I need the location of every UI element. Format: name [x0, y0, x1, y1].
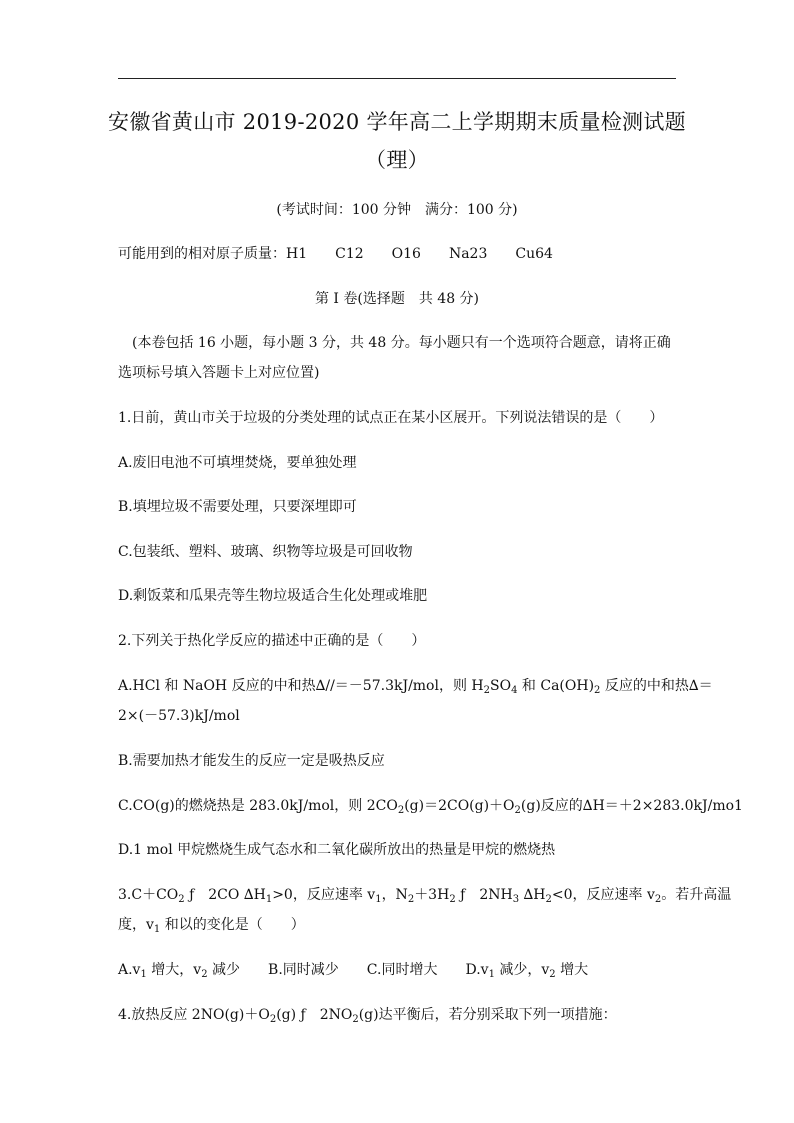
- atomic-mass-line: [118, 244, 718, 264]
- q2-option-a-line1: A.HCl 和 NaOH 反应的中和热∆//＝－57.3kJ/mol，则 $H_2SO_4$ 和 $Ca(OH)_2$ 反应的中和热∆＝: [118, 678, 713, 696]
- q2-option-d: D.1 mol 甲烷燃烧生成气态水和二氧化碳所放出的热量是甲烷的燃烧热: [118, 842, 556, 858]
- q3-stem-line2: 度，$v_1$ 和以的变化是（ ）: [118, 917, 305, 935]
- exam-title-line2: （理）: [365, 148, 429, 172]
- q3-option-a: $A.v_1$ 增大，$v_2$ 减少: [118, 962, 241, 980]
- q3-option-c: C.同时增大: [366, 962, 438, 978]
- q1-option-d: D.剩饭菜和瓜果壳等生物垃圾适合生化处理或堆肥: [118, 588, 428, 604]
- q3-option-b: B.同时减少: [268, 962, 339, 978]
- instructions-line2: 选项标号填入答题卡上对应位置): [118, 365, 320, 381]
- q2-option-a-line2: 2×(－57.3)kJ/mol: [118, 708, 240, 724]
- atomic-mass-label: 可能用到的相对原子质量：: [118, 246, 286, 262]
- section-title: 第 I 卷(选择题 共 48 分): [314, 291, 480, 307]
- q2-option-c: C.CO(g)的燃烧热是 283.0kJ/mol，则 $2CO_2(g)=2CO(g)+O_2(g)$反应的∆H＝＋2×283.0kJ/mo1: [118, 798, 743, 816]
- q2-option-b: B.需要加热才能发生的反应一定是吸热反应: [118, 753, 385, 769]
- q3-stem-line1: $3.C+CO_2$ ƒ 2CO $\Delta H_1>0$，反应速率 $v_1$，$N_2+3H_2$ ƒ $2NH_3$ $\Delta H_2<0$，反应速率 $v_2$。若升高温: [118, 887, 732, 905]
- exam-info: (考试时间：100 分钟 满分：100 分): [276, 202, 518, 218]
- q1-stem: 1.日前，黄山市关于垃圾的分类处理的试点正在某小区展开。下列说法错误的是（ ）: [118, 410, 664, 426]
- q3-options: [118, 960, 718, 980]
- q2-stem: 2.下列关于热化学反应的描述中正确的是（ ）: [118, 633, 426, 649]
- atomic-mass-h: H1: [286, 246, 308, 262]
- q1-option-a: A.废旧电池不可填埋焚烧，要单独处理: [118, 455, 357, 471]
- exam-title-line1: 安徽省黄山市 2019-2020 学年高二上学期期末质量检测试题: [108, 110, 686, 134]
- atomic-mass-c: C12: [335, 246, 364, 262]
- atomic-mass-cu: Cu64: [515, 246, 553, 262]
- q4-stem: 4.放热反应 $2NO(g)+O_2(g)$ ƒ $2NO_2(g)$达平衡后，若分别采取下列一项措施：: [118, 1007, 617, 1025]
- atomic-mass-o: O16: [391, 246, 421, 262]
- atomic-mass-na: Na23: [448, 246, 488, 262]
- q3-option-d: $D.v_1$ 减少，$v_2$ 增大: [465, 962, 589, 980]
- q1-option-b: B.填埋垃圾不需要处理，只要深埋即可: [118, 499, 357, 515]
- q1-option-c: C.包装纸、塑料、玻璃、织物等垃圾是可回收物: [118, 544, 413, 560]
- header-rule: [118, 78, 676, 79]
- instructions-line1: (本卷包括 16 小题，每小题 3 分，共 48 分。每小题只有一个选项符合题意，请将正确: [118, 335, 671, 351]
